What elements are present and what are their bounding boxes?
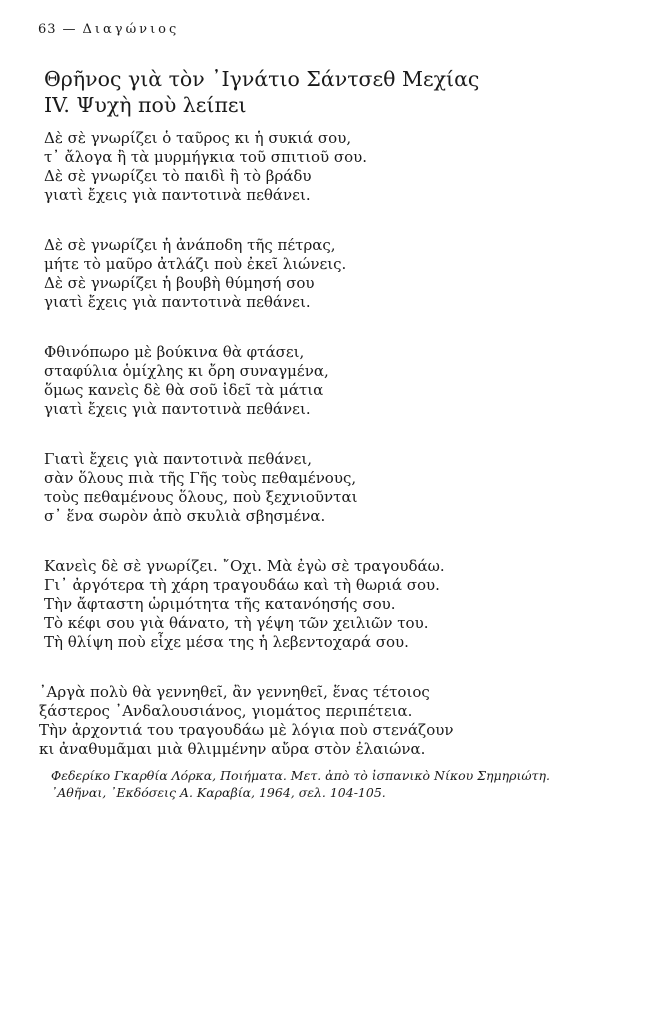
- verse-line: ᾿Αργὰ πολὺ θὰ γεννηθεῖ, ἂν γεννηθεῖ, ἕνας τέτοιος: [39, 683, 430, 701]
- verse-line: Γι᾿ ἀργότερα τὴ χάρη τραγουδάω καὶ τὴ θωριά σου.: [44, 576, 440, 594]
- verse-line: Δὲ σὲ γνωρίζει ἡ ἀνάποδη τῆς πέτρας,: [44, 236, 336, 254]
- poem-subtitle: IV. Ψυχὴ ποὺ λείπει: [44, 93, 247, 117]
- verse-line: Δὲ σὲ γνωρίζει ἡ βουβὴ θύμησή σου: [44, 274, 315, 292]
- verse-line: Γιατὶ ἔχεις γιὰ παντοτινὰ πεθάνει,: [44, 450, 313, 468]
- verse-line: σ᾿ ἕνα σωρὸν ἀπὸ σκυλιὰ σβησμένα.: [44, 507, 326, 525]
- verse-line: κι ἀναθυμᾶμαι μιὰ θλιμμένην αὔρα στὸν ἐλαιώνα.: [39, 740, 426, 758]
- verse-line: Τὴ θλίψη ποὺ εἶχε μέσα της ἡ λεβεντοχαρά σου.: [44, 633, 409, 651]
- stanza: [44, 450, 624, 526]
- stanza: [44, 129, 624, 205]
- verse-line: τοὺς πεθαμένους ὅλους, ποὺ ξεχνιοῦνται: [44, 488, 358, 506]
- header-separator: —: [62, 22, 77, 37]
- verse-line: γιατὶ ἔχεις γιὰ παντοτινὰ πεθάνει.: [44, 186, 311, 204]
- running-header: [38, 22, 179, 37]
- verse-line: Φθινόπωρο μὲ βούκινα θὰ φτάσει,: [44, 343, 305, 361]
- stanza: [39, 683, 624, 759]
- verse-line: σταφύλια ὁμίχλης κι ὄρη συναγμένα,: [44, 362, 329, 380]
- verse-line: ξάστερος ᾿Ανδαλουσιάνος, γιομάτος περιπέτεια.: [39, 702, 413, 720]
- verse-line: Τὴν ἀρχοντιά του τραγουδάω μὲ λόγια ποὺ στενάζουν: [39, 721, 454, 739]
- verse-line: Δὲ σὲ γνωρίζει τὸ παιδὶ ἢ τὸ βράδυ: [44, 167, 312, 185]
- source-credit: Φεδερίκο Γκαρθία Λόρκα, Ποιήματα. Μετ. ἀπὸ τὸ ἰσπανικὸ Νίκου Σημηριώτη. ᾿Αθῆναι, ᾿Εκδόσεις Α. Καραβία, 1964, σελ. 104-105.: [51, 768, 550, 800]
- verse-line: γιατὶ ἔχεις γιὰ παντοτινὰ πεθάνει.: [44, 400, 311, 418]
- verse-line: Κανεὶς δὲ σὲ γνωρίζει. ῎Οχι. Μὰ ἐγὼ σὲ τραγουδάω.: [44, 557, 445, 575]
- stanza: [44, 557, 624, 652]
- verse-line: Τὸ κέφι σου γιὰ θάνατο, τὴ γέψη τῶν χειλιῶν του.: [44, 614, 429, 632]
- verse-line: ὅμως κανεὶς δὲ θὰ σοῦ ἰδεῖ τὰ μάτια: [44, 381, 324, 399]
- journal-name: Διαγώνιος: [82, 22, 180, 37]
- poem-title: Θρῆνος γιὰ τὸν ᾿Ιγνάτιο Σάντσεθ Μεχίας: [44, 67, 480, 91]
- verse-line: Δὲ σὲ γνωρίζει ὁ ταῦρος κι ἡ συκιά σου,: [44, 129, 352, 147]
- stanza: [44, 236, 624, 312]
- poem-body: [39, 129, 624, 790]
- verse-line: Τὴν ἄφταστη ὡριμότητα τῆς κατανόησής σου.: [44, 595, 396, 613]
- verse-line: τ᾿ ἄλογα ἢ τὰ μυρμήγκια τοῦ σπιτιοῦ σου.: [44, 148, 368, 166]
- verse-line: μήτε τὸ μαῦρο ἀτλάζι ποὺ ἐκεῖ λιώνεις.: [44, 255, 347, 273]
- page-number: 63: [38, 22, 57, 37]
- stanza: [44, 343, 624, 419]
- verse-line: γιατὶ ἔχεις γιὰ παντοτινὰ πεθάνει.: [44, 293, 311, 311]
- verse-line: σὰν ὅλους πιὰ τῆς Γῆς τοὺς πεθαμένους,: [44, 469, 357, 487]
